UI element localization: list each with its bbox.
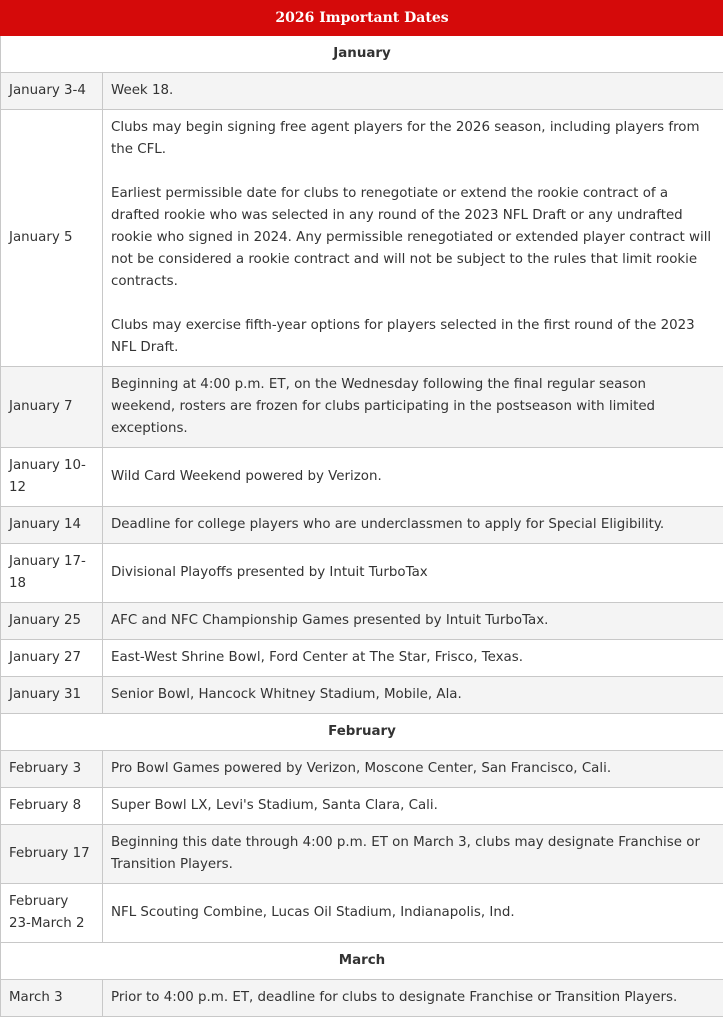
event-cell — [103, 751, 723, 788]
date-row — [1, 640, 723, 677]
date-cell: January 14 — [1, 507, 103, 544]
month-heading: January — [1, 36, 723, 73]
table-header-row — [1, 1, 723, 36]
date-row — [1, 825, 723, 884]
event-cell — [103, 788, 723, 825]
date-cell: March 3 — [1, 980, 103, 1017]
event-description: AFC and NFC Championship Games presented by Intuit TurboTax. — [111, 610, 713, 632]
date-cell: January 7 — [1, 367, 103, 448]
event-description: Beginning at 4:00 p.m. ET, on the Wednesday following the final regular season weekend, rosters are frozen for clubs participating in the postseason with limited exceptions. — [111, 374, 713, 440]
date-row — [1, 751, 723, 788]
date-cell: January 25 — [1, 603, 103, 640]
date-row — [1, 448, 723, 507]
event-description: Pro Bowl Games powered by Verizon, Moscone Center, San Francisco, Cali. — [111, 758, 713, 780]
event-description: Super Bowl LX, Levi's Stadium, Santa Clara, Cali. — [111, 795, 713, 817]
event-cell — [103, 544, 723, 603]
event-description: NFL Scouting Combine, Lucas Oil Stadium, Indianapolis, Ind. — [111, 902, 713, 924]
date-cell: January 3-4 — [1, 73, 103, 110]
event-cell — [103, 884, 723, 943]
event-description: East-West Shrine Bowl, Ford Center at The Star, Frisco, Texas. — [111, 647, 713, 669]
month-row — [1, 36, 723, 73]
event-cell — [103, 448, 723, 507]
date-cell: January 31 — [1, 677, 103, 714]
date-row — [1, 507, 723, 544]
date-cell: February 3 — [1, 751, 103, 788]
date-cell: February 17 — [1, 825, 103, 884]
event-description: Deadline for college players who are underclassmen to apply for Special Eligibility. — [111, 514, 713, 536]
event-cell — [103, 603, 723, 640]
event-description: Clubs may begin signing free agent players for the 2026 season, including players from the CFL. — [111, 117, 713, 161]
month-heading: February — [1, 714, 723, 751]
event-description: Prior to 4:00 p.m. ET, deadline for clubs to designate Franchise or Transition Players. — [111, 987, 713, 1009]
date-row — [1, 884, 723, 943]
event-description: Senior Bowl, Hancock Whitney Stadium, Mobile, Ala. — [111, 684, 713, 706]
event-description: Beginning this date through 4:00 p.m. ET on March 3, clubs may designate Franchise or Transition Players. — [111, 832, 713, 876]
date-row — [1, 677, 723, 714]
date-cell: January 17-18 — [1, 544, 103, 603]
event-cell — [103, 677, 723, 714]
event-description: Wild Card Weekend powered by Verizon. — [111, 466, 713, 488]
event-cell — [103, 110, 723, 367]
month-row — [1, 714, 723, 751]
event-cell — [103, 640, 723, 677]
date-row — [1, 603, 723, 640]
event-description: Earliest permissible date for clubs to renegotiate or extend the rookie contract of a drafted rookie who was selected in any round of the 2023 NFL Draft or any undrafted rookie who signed in 2024. Any permissible renegotiated or extended player contract will not be considered a rookie contract and will not be subject to the rules that limit rookie contracts. — [111, 183, 713, 293]
date-cell: February 23-March 2 — [1, 884, 103, 943]
month-heading: March — [1, 943, 723, 980]
event-description: Divisional Playoffs presented by Intuit TurboTax — [111, 562, 713, 584]
event-description: Week 18. — [111, 80, 713, 102]
event-cell — [103, 980, 723, 1017]
date-row — [1, 544, 723, 603]
date-cell: January 27 — [1, 640, 103, 677]
month-row — [1, 943, 723, 980]
event-description: Clubs may exercise fifth-year options for players selected in the first round of the 2023 NFL Draft. — [111, 315, 713, 359]
date-cell: February 8 — [1, 788, 103, 825]
event-cell — [103, 73, 723, 110]
date-row — [1, 788, 723, 825]
date-row — [1, 110, 723, 367]
date-cell: January 5 — [1, 110, 103, 367]
date-cell: January 10-12 — [1, 448, 103, 507]
date-row — [1, 73, 723, 110]
date-row — [1, 367, 723, 448]
table-title: 2026 Important Dates — [1, 1, 723, 36]
event-cell — [103, 367, 723, 448]
dates-body — [1, 36, 723, 1017]
event-cell — [103, 507, 723, 544]
date-row — [1, 980, 723, 1017]
event-cell — [103, 825, 723, 884]
